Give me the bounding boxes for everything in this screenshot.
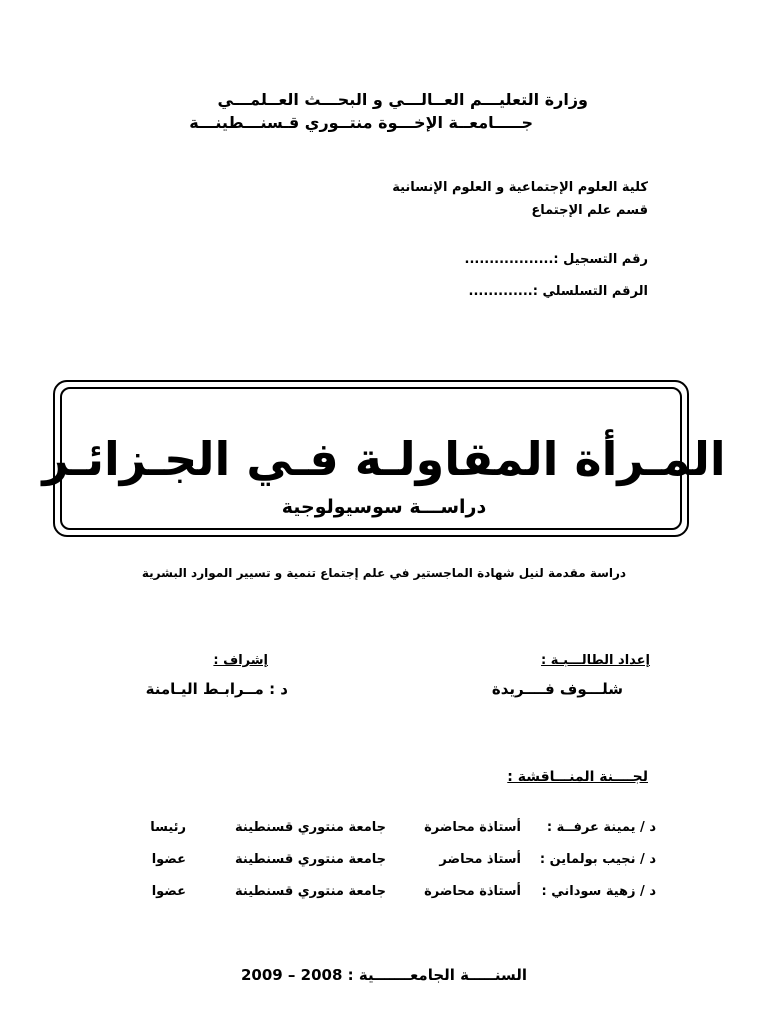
member-role: عضوا [151, 852, 186, 867]
academic-year: السنـــــة الجامعـــــــية : 2008 – 2009 [240, 966, 528, 984]
supervisor-name: د : مــرابـط اليـامنة [145, 680, 288, 698]
student-name: شلـــوف فــــريدة [491, 680, 623, 698]
thesis-subtitle: دراســـة سوسيولوجية [281, 496, 487, 518]
member-role: رئيسا [150, 820, 186, 835]
member-name: د / نجيب بولماين : [539, 852, 656, 867]
member-title: أستاذة محاضرة [424, 820, 521, 835]
member-title: أستاذة محاضرة [424, 884, 521, 899]
member-name: د / زهية سوداني : [541, 884, 656, 899]
member-role: عضوا [151, 884, 186, 899]
committee-member-row [116, 884, 656, 906]
member-name: د / يمينة عرفــة : [546, 820, 656, 835]
ministry-name: وزارة التعليـــم العــالـــي و البحـــث العــلمـــي [217, 90, 588, 109]
member-title: أستاذ محاضر [439, 852, 521, 867]
member-university: جامعة منتوري قسنطينة [235, 884, 386, 899]
supervisor-label: إشراف : [213, 653, 268, 668]
university-name: جـــــامعــة الإخـــوة منتــوري قـسنـــطينـــة [189, 113, 533, 132]
member-university: جامعة منتوري قسنطينة [235, 820, 386, 835]
thesis-description: دراسة مقدمة لنيل شهادة الماجستير في علم إجتماع تنمية و تسيير الموارد البشرية [141, 566, 627, 580]
registration-number: رقم التسجيل :.................. [464, 252, 648, 267]
faculty-name: كلية العلوم الإجتماعية و العلوم الإنسانية [392, 180, 648, 195]
serial-number: الرقم التسلسلي :............. [468, 284, 648, 299]
student-label: إعداد الطالـــبـة : [541, 653, 650, 668]
thesis-title: المـرأة المقاولـة فـي الجـزائـر [42, 432, 726, 486]
member-university: جامعة منتوري قسنطينة [235, 852, 386, 867]
department-name: قسم علم الإجتماع [531, 203, 648, 218]
committee-label: لجــــنة المنـــاقشة : [507, 769, 648, 785]
committee-member-row [116, 820, 656, 842]
committee-member-row [116, 852, 656, 874]
